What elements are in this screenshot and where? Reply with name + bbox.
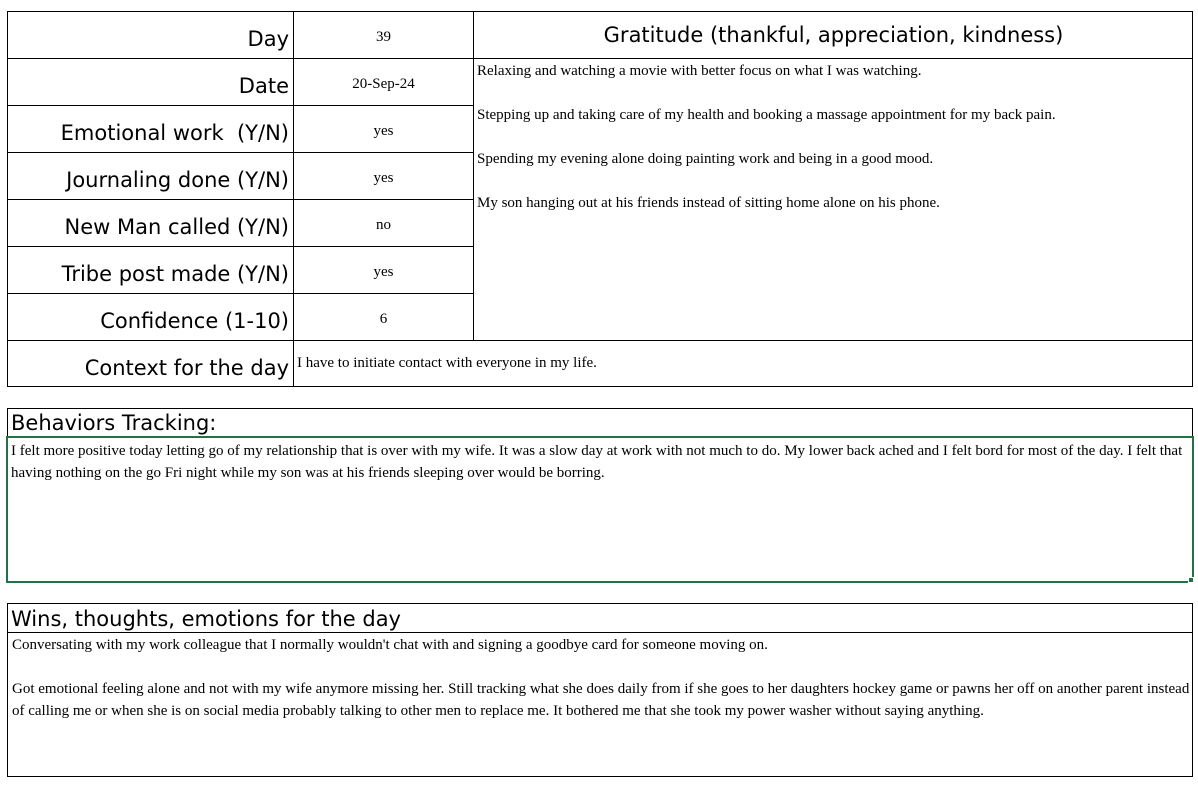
value-confidence[interactable]: 6	[379, 311, 388, 327]
value-journaling-done[interactable]: yes	[373, 170, 394, 186]
gratitude-item: My son hanging out at his friends instead of sitting home alone on his phone.	[477, 195, 940, 211]
label-confidence: Confidence (1-10)	[100, 309, 289, 333]
value-new-man-called[interactable]: no	[376, 217, 391, 233]
behaviors-cell-selected[interactable]	[6, 436, 1194, 583]
label-tribe-post-made: Tribe post made (Y/N)	[61, 262, 289, 286]
context-value[interactable]: I have to initiate contact with everyone in my life.	[297, 355, 597, 371]
value-date[interactable]: 20-Sep-24	[352, 76, 415, 92]
wins-cell[interactable]	[7, 632, 1193, 777]
gratitude-header-divider	[473, 58, 1193, 59]
value-day[interactable]: 39	[376, 29, 391, 45]
behaviors-header-cell	[7, 408, 1193, 437]
wins-header-cell	[7, 603, 1193, 633]
label-day: Day	[247, 27, 289, 51]
column-divider-value-gratitude	[473, 12, 474, 340]
wins-paragraph: Got emotional feeling alone and not with my wife anymore missing her. Still tracking what she does daily from if she goes to her daughters hockey game or pawns her off on another parent instead of calling me or when she is on social media probably talking to other men to replace me. It bothered me that she took my power washer without saying anything.	[12, 681, 1190, 719]
label-date: Date	[238, 74, 289, 98]
behaviors-text: I felt more positive today letting go of my relationship that is over with my wife. It was a slow day at work with not much to do. My lower back ached and I felt bord for most of the day. I felt that having nothing on the go Fri night while my son was at his friends sleeping over would be borring.	[11, 443, 1183, 481]
gratitude-item: Stepping up and taking care of my health and booking a massage appointment for my back pain.	[477, 107, 1056, 123]
behaviors-title: Behaviors Tracking:	[11, 411, 217, 435]
fill-handle[interactable]	[1188, 577, 1194, 583]
label-context: Context for the day	[84, 356, 289, 380]
journal-summary-table	[7, 11, 1193, 387]
value-emotional-work[interactable]: yes	[373, 123, 394, 139]
label-emotional-work: Emotional work (Y/N)	[60, 121, 289, 145]
gratitude-item: Relaxing and watching a movie with better focus on what I was watching.	[477, 63, 922, 79]
gratitude-list[interactable]	[477, 60, 1189, 236]
value-tribe-post-made[interactable]: yes	[373, 264, 394, 280]
label-journaling-done: Journaling done (Y/N)	[66, 168, 289, 192]
gratitude-title: Gratitude (thankful, appreciation, kindness)	[603, 23, 1064, 47]
label-new-man-called: New Man called (Y/N)	[64, 215, 289, 239]
gratitude-item: Spending my evening alone doing painting work and being in a good mood.	[477, 151, 934, 167]
wins-title: Wins, thoughts, emotions for the day	[11, 607, 401, 631]
wins-paragraph: Conversating with my work colleague that I normally wouldn't chat with and signing a goodbye card for someone moving on.	[12, 637, 768, 653]
